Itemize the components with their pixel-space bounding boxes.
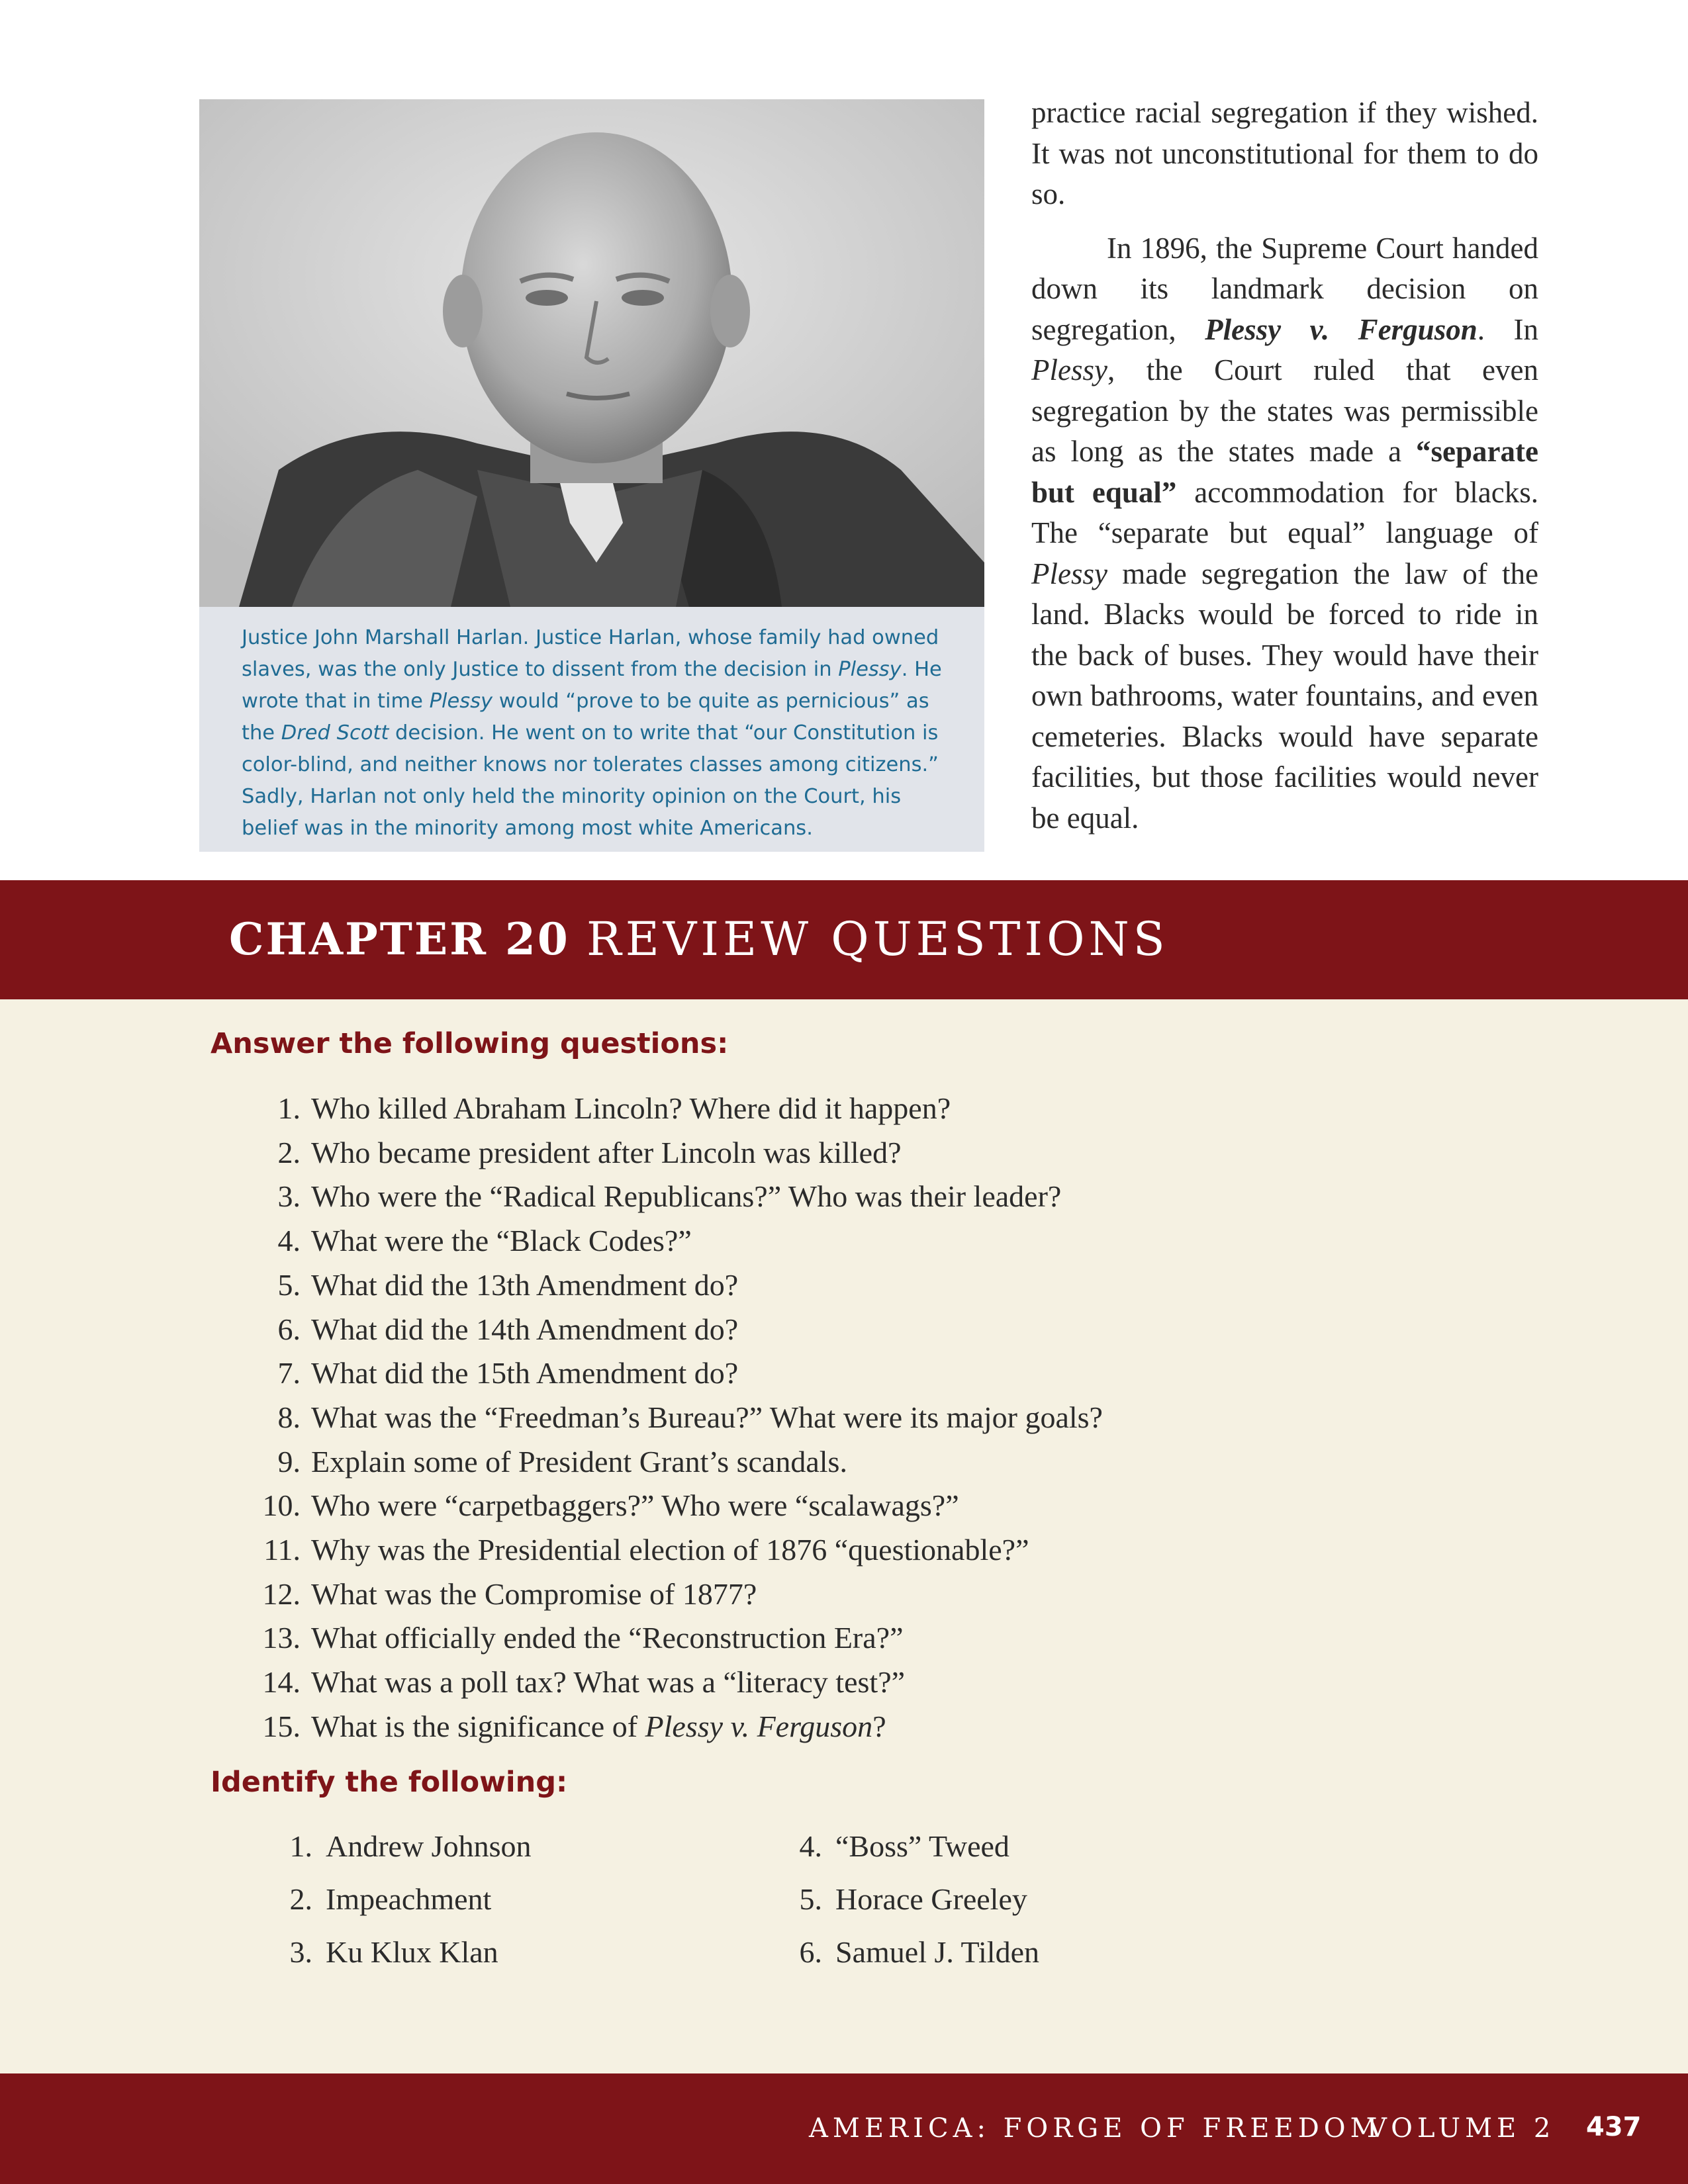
list-item [258,1528,1516,1572]
item-text: What was the “Freedman’s Bureau?” What were its major goals? [311,1400,1103,1434]
list-item [258,1087,1516,1131]
list-item [258,1131,1516,1175]
list-item [258,1308,1516,1352]
item-text: What is the significance of Plessy v. Ferguson? [311,1709,886,1743]
item-number: 8. [277,1400,301,1434]
list-item [279,1820,531,1873]
item-text: “Boss” Tweed [835,1829,1009,1863]
item-text: Impeachment [326,1882,492,1916]
list-item [258,1616,1516,1661]
list-item [279,1926,531,1979]
item-text: Horace Greeley [835,1882,1027,1916]
item-text: Who were “carpetbaggers?” Who were “scalawags?” [311,1488,959,1523]
item-number: 5. [277,1267,301,1302]
list-item [279,1873,531,1926]
item-text: Who were the “Radical Republicans?” Who was their leader? [311,1179,1062,1214]
item-text: Andrew Johnson [326,1829,532,1863]
item-number: 1. [289,1829,312,1863]
review-section [0,999,1688,2073]
identify-list-right [789,1820,1039,1979]
item-number: 2. [277,1135,301,1169]
item-number: 11. [263,1533,301,1567]
question-list [258,1087,1516,1749]
list-item [789,1926,1039,1979]
list-item [258,1661,1516,1705]
item-number: 12. [262,1576,301,1611]
answer-heading: Answer the following questions: [211,1027,729,1060]
portrait-photo [199,99,984,607]
item-text: Ku Klux Klan [326,1935,498,1969]
chapter-label: CHAPTER 20 [229,913,570,965]
item-text: What did the 14th Amendment do? [311,1312,739,1346]
item-number: 3. [277,1179,301,1214]
item-number: 9. [277,1444,301,1479]
review-questions-title: REVIEW QUESTIONS [586,912,1169,966]
item-text: Why was the Presidential election of 1876 “questionable?” [311,1533,1029,1567]
item-text: Explain some of President Grant’s scandals. [311,1444,847,1479]
item-number: 6. [277,1312,301,1346]
item-text: What was the Compromise of 1877? [311,1576,757,1611]
item-text: What was a poll tax? What was a “literacy test?” [311,1665,906,1700]
list-item [789,1873,1039,1926]
body-paragraph-1: practice racial segregation if they wished. It was not unconstitutional for them to do so. [1031,96,1538,210]
item-number: 6. [799,1935,822,1969]
identify-heading: Identify the following: [211,1766,568,1799]
chapter-banner [0,880,1688,999]
item-number: 4. [277,1224,301,1258]
item-number: 7. [277,1356,301,1390]
list-item [258,1351,1516,1396]
item-number: 14. [262,1665,301,1700]
identify-list-left [279,1820,531,1979]
item-number: 5. [799,1882,822,1916]
body-paragraph-2: In 1896, the Supreme Court handed down its landmark decision on segregation, Plessy v. Ferguson. In Plessy, the Court ruled that even segregation by the states was permissible as long as the states made a “separate but equal” accommodation for blacks. The “separate but equal” language of Plessy made segregation the law of the land. Blacks would be forced to ride in the back of buses. They would have their own bathrooms, water fountains, and even cemeteries. Blacks would have separate facilities, but those facilities would never be equal. [1031,231,1538,835]
item-text: Samuel J. Tilden [835,1935,1040,1969]
item-text: Who killed Abraham Lincoln? Where did it happen? [311,1091,951,1125]
list-item [258,1396,1516,1440]
body-text-column [1031,93,1538,839]
item-number: 13. [262,1621,301,1655]
item-text: What did the 15th Amendment do? [311,1356,739,1390]
item-text: What did the 13th Amendment do? [311,1267,739,1302]
portrait-illustration [199,99,984,607]
item-number: 15. [262,1709,301,1743]
list-item [258,1572,1516,1617]
list-item [258,1175,1516,1219]
item-number: 4. [799,1829,822,1863]
footer-volume: VOLUME 2 [1368,2113,1556,2144]
list-item [258,1219,1516,1263]
photo-caption: Justice John Marshall Harlan. Justice Harlan, whose family had owned slaves, was the only Justice to dissent from the decision in Plessy. He wrote that in time Plessy would “prove to be quite as pernicious” as the Dred Scott decision. He went on to write that “our Constitution is color-blind, and neither knows nor tolerates classes among citizens.” Sadly, Harlan not only held the minority opinion on the Court, his belief was in the minority among most white Americans. [242,626,942,840]
item-text: What were the “Black Codes?” [311,1224,692,1258]
item-number: 10. [262,1488,301,1523]
page-number: 437 [1586,2112,1642,2142]
item-number: 1. [277,1091,301,1125]
list-item [258,1263,1516,1308]
list-item [789,1820,1039,1873]
figure-box [199,99,984,852]
item-number: 2. [289,1882,312,1916]
item-text: Who became president after Lincoln was killed? [311,1135,902,1169]
list-item [258,1440,1516,1484]
page-footer [0,2073,1688,2184]
footer-book-title: AMERICA: FORGE OF FREEDOM [809,2113,1382,2144]
list-item [258,1484,1516,1528]
item-text: What officially ended the “Reconstruction Era?” [311,1621,904,1655]
list-item [258,1705,1516,1749]
item-number: 3. [289,1935,312,1969]
